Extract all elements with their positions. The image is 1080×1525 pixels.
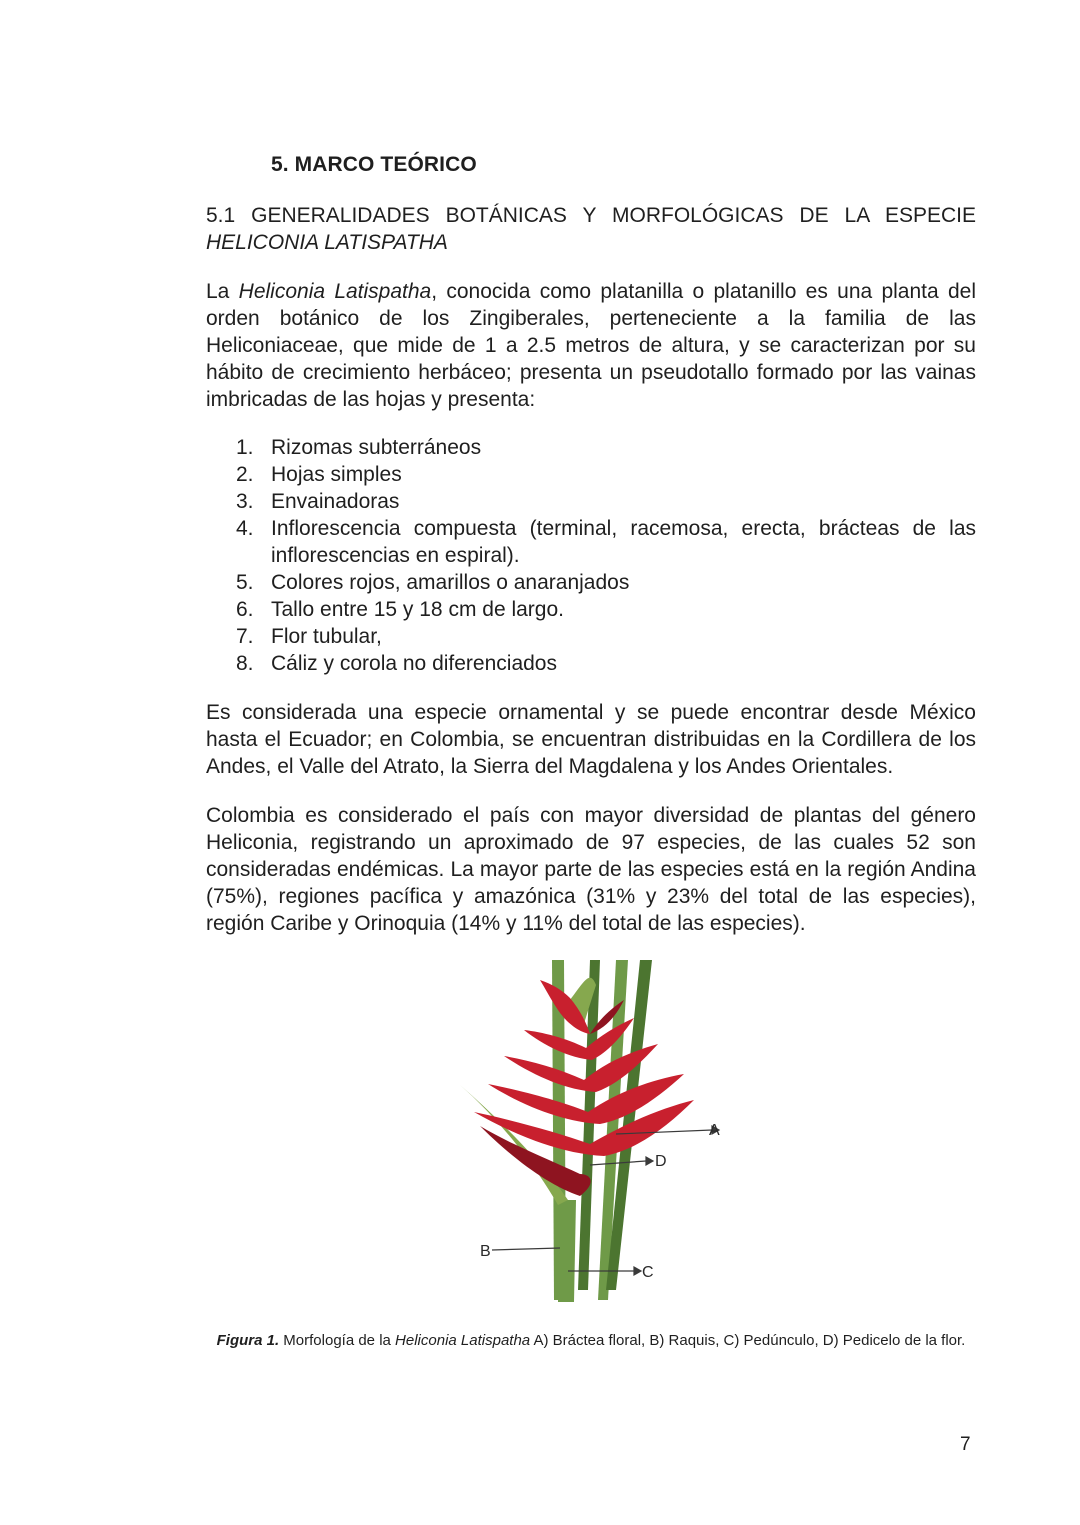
intro-paragraph <box>206 278 976 413</box>
list-item-number: 4. <box>236 517 254 540</box>
label-c: C <box>642 1264 654 1281</box>
list-item <box>236 488 976 515</box>
list-item-text: Inflorescencia compuesta (terminal, racemosa, erecta, brácteas de las inflorescencias en espiral). <box>271 517 976 567</box>
list-item-text: Cáliz y corola no diferenciados <box>271 652 557 675</box>
pointer-line-d <box>590 1161 646 1165</box>
feature-list <box>236 434 976 677</box>
subsection-heading-line1: 5.1 GENERALIDADES BOTÁNICAS Y MORFOLÓGICAS DE LA ESPECIE <box>206 204 976 227</box>
list-item-text: Colores rojos, amarillos o anaranjados <box>271 571 630 594</box>
intro-prefix: La <box>206 280 239 303</box>
subsection-heading-species: HELICONIA LATISPATHA <box>206 231 448 254</box>
list-item <box>236 650 976 677</box>
list-item-text: Flor tubular, <box>271 625 382 648</box>
list-item-number: 1. <box>236 436 254 459</box>
section-heading: 5. MARCO TEÓRICO <box>271 153 477 176</box>
distribution-paragraph: Es considerada una especie ornamental y se puede encontrar desde México hasta el Ecuador; en Colombia, se encuentran distribuidas en la Cordillera de los Andes, el Valle del Atrato, la Sierra del Magdalena y los Andes Orientales. <box>206 701 976 778</box>
caption-text-parts: A) Bráctea floral, B) Raquis, C) Pedúnculo, D) Pedicelo de la flor. <box>530 1332 966 1349</box>
list-item-text: Rizomas subterráneos <box>271 436 482 459</box>
pointer-line-b <box>492 1248 560 1250</box>
pointer-arrow-c <box>634 1267 641 1275</box>
list-item <box>236 623 976 650</box>
pointer-arrow-d <box>646 1157 653 1165</box>
intro-text: , conocida como platanilla o platanillo es una planta del orden botánico de los Zingiberales, perteneciente a la familia de las Heliconiaceae, que mide de 1 a 2.5 metros de altura, y se caracterizan por su hábito de crecimiento herbáceo; presenta un pseudotallo formado por las vainas imbricadas de las hojas y presenta: <box>206 280 976 411</box>
list-item-number: 2. <box>236 463 254 486</box>
list-item <box>236 569 976 596</box>
list-item <box>236 461 976 488</box>
figure-caption <box>206 1330 976 1351</box>
list-item-number: 8. <box>236 652 254 675</box>
label-a: A <box>709 1122 720 1139</box>
list-item-number: 6. <box>236 598 254 621</box>
diversity-paragraph: Colombia es considerado el país con mayor diversidad de plantas del género Heliconia, registrando un aproximado de 97 especies, de las cuales 52 son consideradas endémicas. La mayor parte de las especies está en la región Andina (75%), regiones pacífica y amazónica (31% y 23% del total de las especies), región Caribe y Orinoquia (14% y 11% del total de las especies). <box>206 804 976 935</box>
list-item-number: 3. <box>236 490 254 513</box>
list-item-number: 7. <box>236 625 254 648</box>
caption-label: Figura 1. <box>216 1332 280 1349</box>
page-number: 7 <box>960 1434 971 1455</box>
caption-text: Morfología de la <box>279 1332 396 1349</box>
heliconia-morphology-figure <box>440 960 740 1305</box>
list-item-text: Hojas simples <box>271 463 402 486</box>
intro-species: Heliconia Latispatha <box>238 280 432 303</box>
list-item-number: 5. <box>236 571 254 594</box>
list-item-text: Envainadoras <box>271 490 400 513</box>
list-item-text: Tallo entre 15 y 18 cm de largo. <box>271 598 564 621</box>
list-item <box>236 434 976 461</box>
label-b: B <box>480 1243 491 1260</box>
list-item <box>236 596 976 623</box>
label-d: D <box>655 1153 667 1170</box>
caption-species: Heliconia Latispatha <box>395 1332 531 1349</box>
peduncle-stem <box>558 1200 576 1302</box>
subsection-heading <box>206 202 976 256</box>
list-item <box>236 515 976 569</box>
